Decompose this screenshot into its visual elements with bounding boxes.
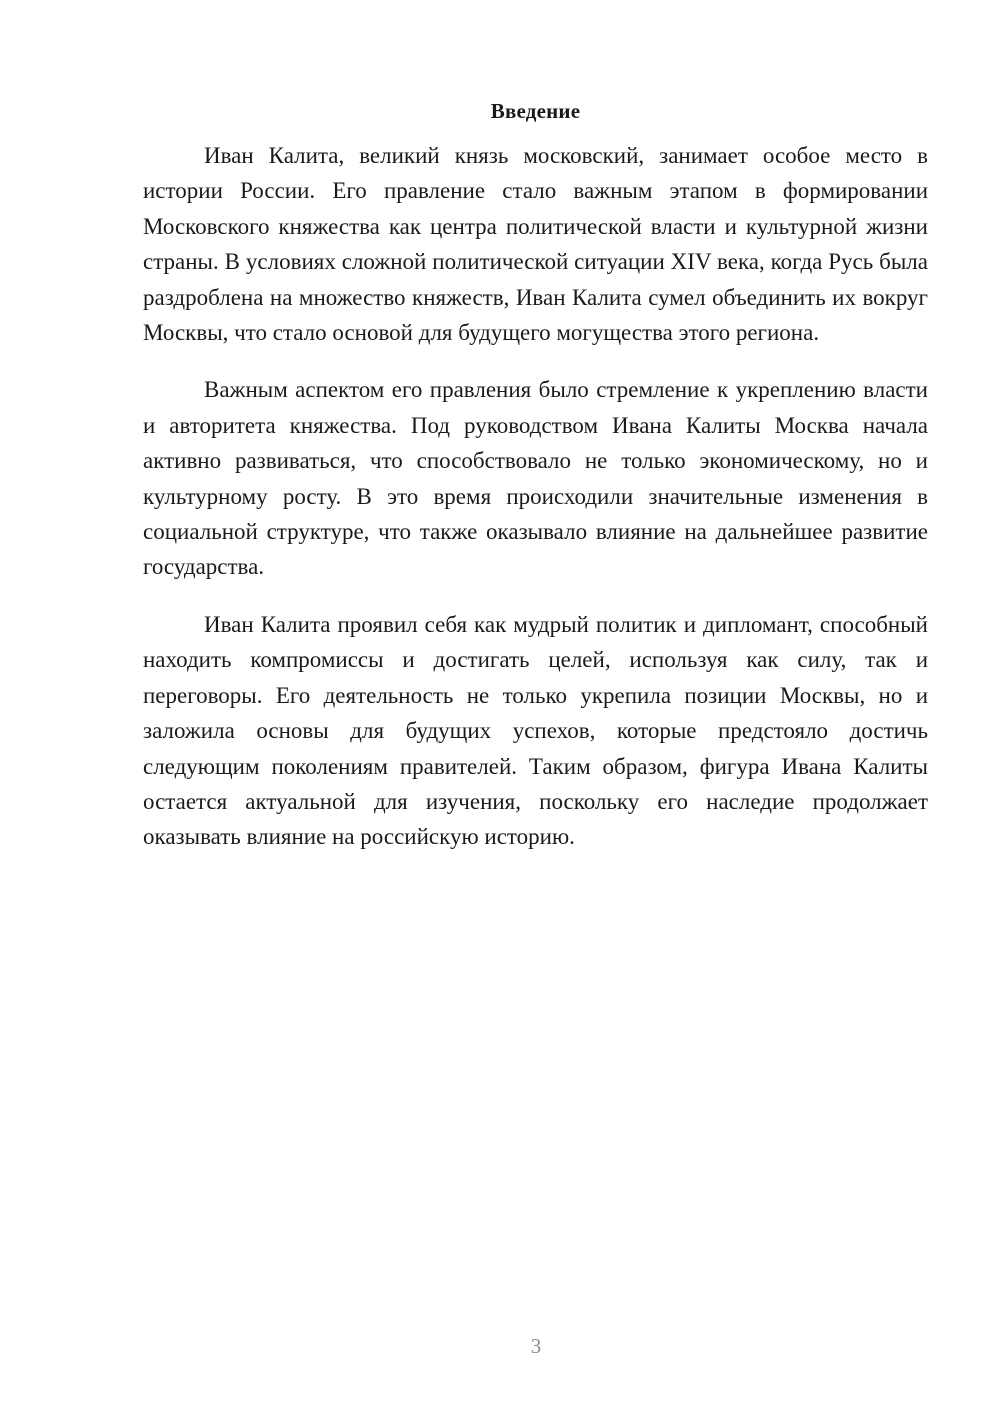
paragraph-3: Иван Калита проявил себя как мудрый политик и дипломант, способный находить компромиссы и достигать целей, используя как силу, так и переговоры. Его деятельность не только укрепила позиции Москвы, но и заложила основы для будущих успехов, которые предстояло достичь следующим поколениям правителей. Таким образом, фигура Ивана Калиты остается актуальной для изучения, поскольку его наследие продолжает оказывать влияние на российскую историю. [143, 611, 928, 850]
section-heading: Введение [490, 99, 581, 123]
page-content [143, 96, 928, 877]
page-number: 3 [530, 1334, 542, 1358]
paragraph-2: Важным аспектом его правления было стремление к укреплению власти и авторитета княжества. Под руководством Ивана Калиты Москва начала активно развиваться, что способствовало не только экономическому, но и культурному росту. В это время происходили значительные изменения в социальной структуре, что также оказывало влияние на дальнейшее развитие государства. [143, 377, 928, 580]
paragraph-1: Иван Калита, великий князь московский, занимает особое место в истории России. Его правление стало важным этапом в формировании Московского княжества как центра политической власти и культурной жизни страны. В условиях сложной политической ситуации XIV века, когда Русь была раздроблена на множество княжеств, Иван Калита сумел объединить их вокруг Москвы, что стало основой для будущего могущества этого региона. [143, 143, 928, 346]
